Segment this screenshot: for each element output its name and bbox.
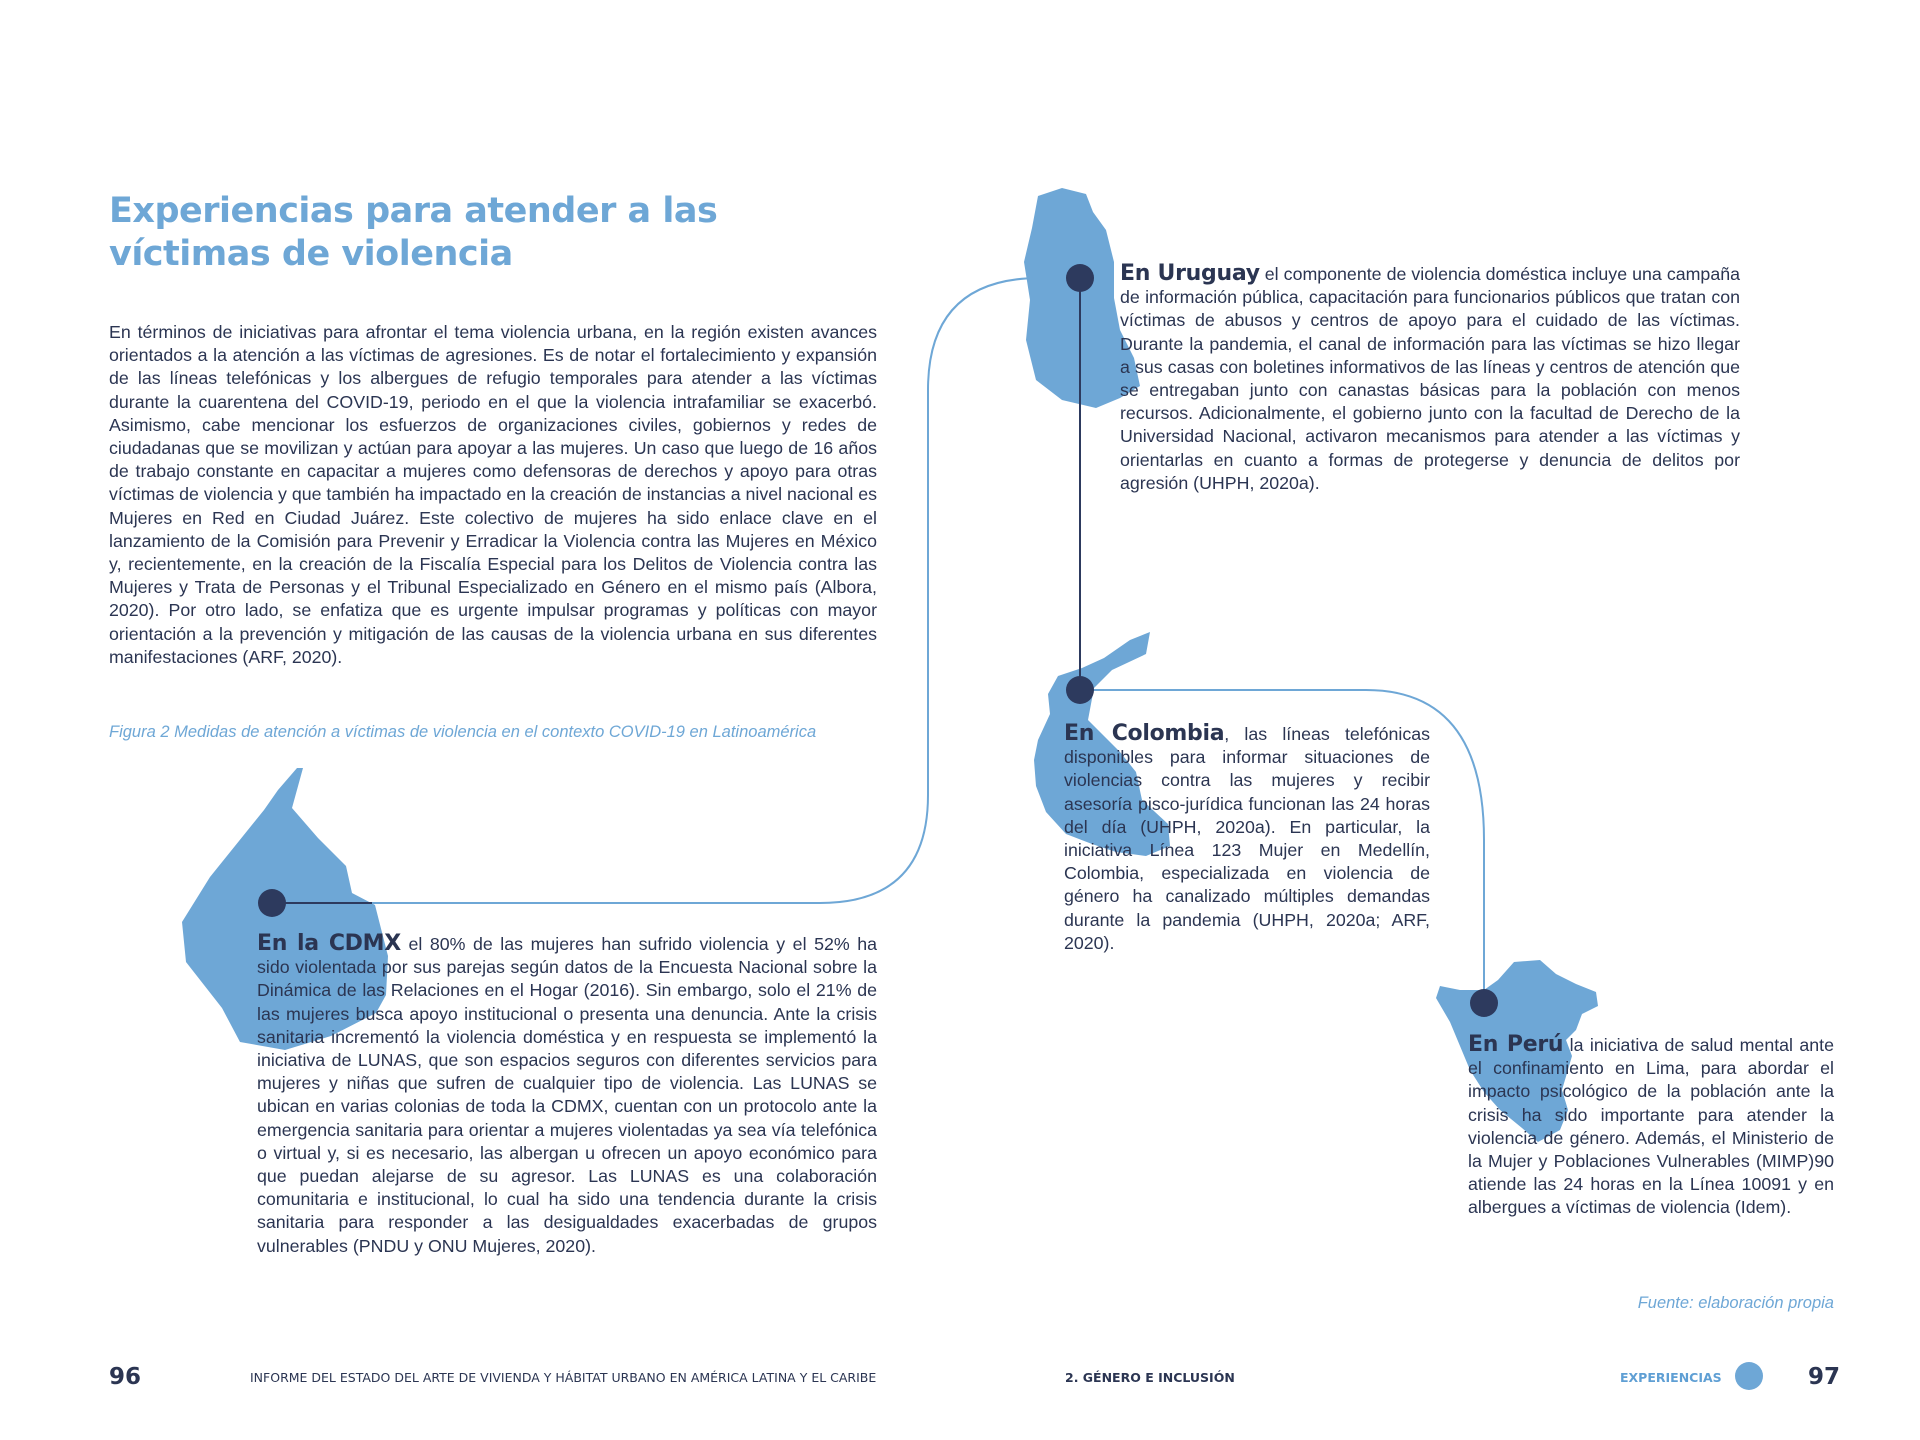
footer-dot-icon (1735, 1362, 1763, 1390)
marker-peru (1470, 989, 1498, 1017)
case-cdmx (257, 932, 877, 1258)
marker-colombia (1066, 676, 1094, 704)
case-colombia (1064, 722, 1430, 955)
footer-section: 2. GÉNERO E INCLUSIÓN (1065, 1370, 1235, 1385)
footer-subsection: EXPERIENCIAS (1620, 1370, 1722, 1385)
case-uruguay-text: el componente de violencia doméstica incluye una campaña de información pública, capacitación para funcionarios públicos que tratan con víctimas de abusos y centros de apoyo para el cuidado de las víctimas. Durante la pandemia, el canal de información para las víctimas se hizo llegar a sus casas con boletines informativos de las líneas y centros de atención que se entregaban junto con canastas básicas para la población con menos recursos. Adicionalmente, el gobierno junto con la facultad de Derecho de la Universidad Nacional, activaron mecanismos para atender a las víctimas y orientarlas en cuanto a formas de protegerse y denuncia de delitos por agresión (UHPH, 2020a). (1120, 264, 1740, 493)
case-cdmx-text: el 80% de las mujeres han sufrido violencia y el 52% ha sido violentada por sus parejas según datos de la Encuesta Nacional sobre la Dinámica de las Relaciones en el Hogar (2016). Sin embargo, solo el 21% de las mujeres busca apoyo institucional o presenta una denuncia. Ante la crisis sanitaria incrementó la violencia doméstica y en respuesta se implementó la iniciativa de LUNAS, que son espacios seguros con diferentes servicios para mujeres y niñas que sufren de cualquier tipo de violencia. Las LUNAS se ubican en varias colonias de toda la CDMX, cuentan con un protocolo ante la emergencia sanitaria para orientar a mujeres violentadas ya sea vía telefónica o virtual y, si es necesario, las albergan u ofrecen un apoyo económico para que puedan alejarse de su agresor. Las LUNAS es una colaboración comunitaria e institucional, lo cual ha sido una tendencia durante la crisis sanitaria para responder a las desigualdades exacerbadas de grupos vulnerables (PNDU y ONU Mujeres, 2020). (257, 934, 877, 1256)
case-peru-heading: En Perú (1468, 1032, 1564, 1057)
page-title: Experiencias para atender a las víctimas de violencia (109, 191, 718, 274)
marker-cdmx (258, 889, 286, 917)
case-uruguay-heading: En Uruguay (1120, 261, 1260, 286)
case-peru (1468, 1033, 1834, 1220)
page-number-left: 96 (109, 1364, 142, 1390)
case-cdmx-heading: En la CDMX (257, 931, 401, 956)
case-uruguay (1120, 262, 1740, 495)
footer-report-title: INFORME DEL ESTADO DEL ARTE DE VIVIENDA Y HÁBITAT URBANO EN AMÉRICA LATINA Y EL CARIBE (250, 1370, 877, 1385)
case-colombia-text: , las líneas telefónicas disponibles para informar situaciones de violencias contra las mujeres y recibir asesoría pisco-jurídica funcionan las 24 horas del día (UHPH, 2020a). En particular, la iniciativa Línea 123 Mujer en Medellín, Colombia, especializada en violencia de género ha canalizado múltiples demandas durante la pandemia (UHPH, 2020a; ARF, 2020). (1064, 724, 1430, 953)
marker-uruguay (1066, 264, 1094, 292)
case-peru-text: la iniciativa de salud mental ante el confinamiento en Lima, para abordar el impacto psicológico de la población ante la crisis ha sido importante para atender la violencia de género. Además, el Ministerio de la Mujer y Poblaciones Vulnerables (MIMP)90 atiende las 24 horas en la Línea 10091 y en albergues a víctimas de violencia (Idem). (1468, 1035, 1835, 1218)
source-note: Fuente: elaboración propia (1637, 1294, 1834, 1312)
figure-caption: Figura 2 Medidas de atención a víctimas de violencia en el contexto COVID-19 en Latinoamérica (109, 723, 817, 741)
page-number-right: 97 (1808, 1364, 1841, 1390)
case-colombia-heading: En Colombia (1064, 721, 1225, 746)
intro-paragraph: En términos de iniciativas para afrontar el tema violencia urbana, en la región existen avances orientados a la atención a las víctimas de agresiones. Es de notar el fortalecimiento y expansión de las líneas telefónicas y los albergues de refugio temporales para atender a las víctimas durante la cuarentena del COVID-19, periodo en el que la violencia intrafamiliar se exacerbó. Asimismo, cabe mencionar los esfuerzos de organizaciones civiles, gobiernos y redes de ciudadanas que se movilizan y actúan para apoyar a las mujeres. Un caso que luego de 16 años de trabajo constante en capacitar a mujeres como defensoras de derechos y apoyo para otras víctimas de violencia y que también ha impactado en la creación de instancias a nivel nacional es Mujeres en Red en Ciudad Juárez. Este colectivo de mujeres ha sido enlace clave en el lanzamiento de la Comisión para Prevenir y Erradicar la Violencia contra las Mujeres en México y, recientemente, en la creación de la Fiscalía Especial para los Delitos de Violencia contra las Mujeres y Trata de Personas y el Tribunal Especializado en Género en el mismo país (Albora, 2020). Por otro lado, se enfatiza que es urgente impulsar programas y políticas con mayor orientación a la prevención y mitigación de las causas de la violencia urbana en sus diferentes manifestaciones (ARF, 2020). (109, 322, 877, 667)
